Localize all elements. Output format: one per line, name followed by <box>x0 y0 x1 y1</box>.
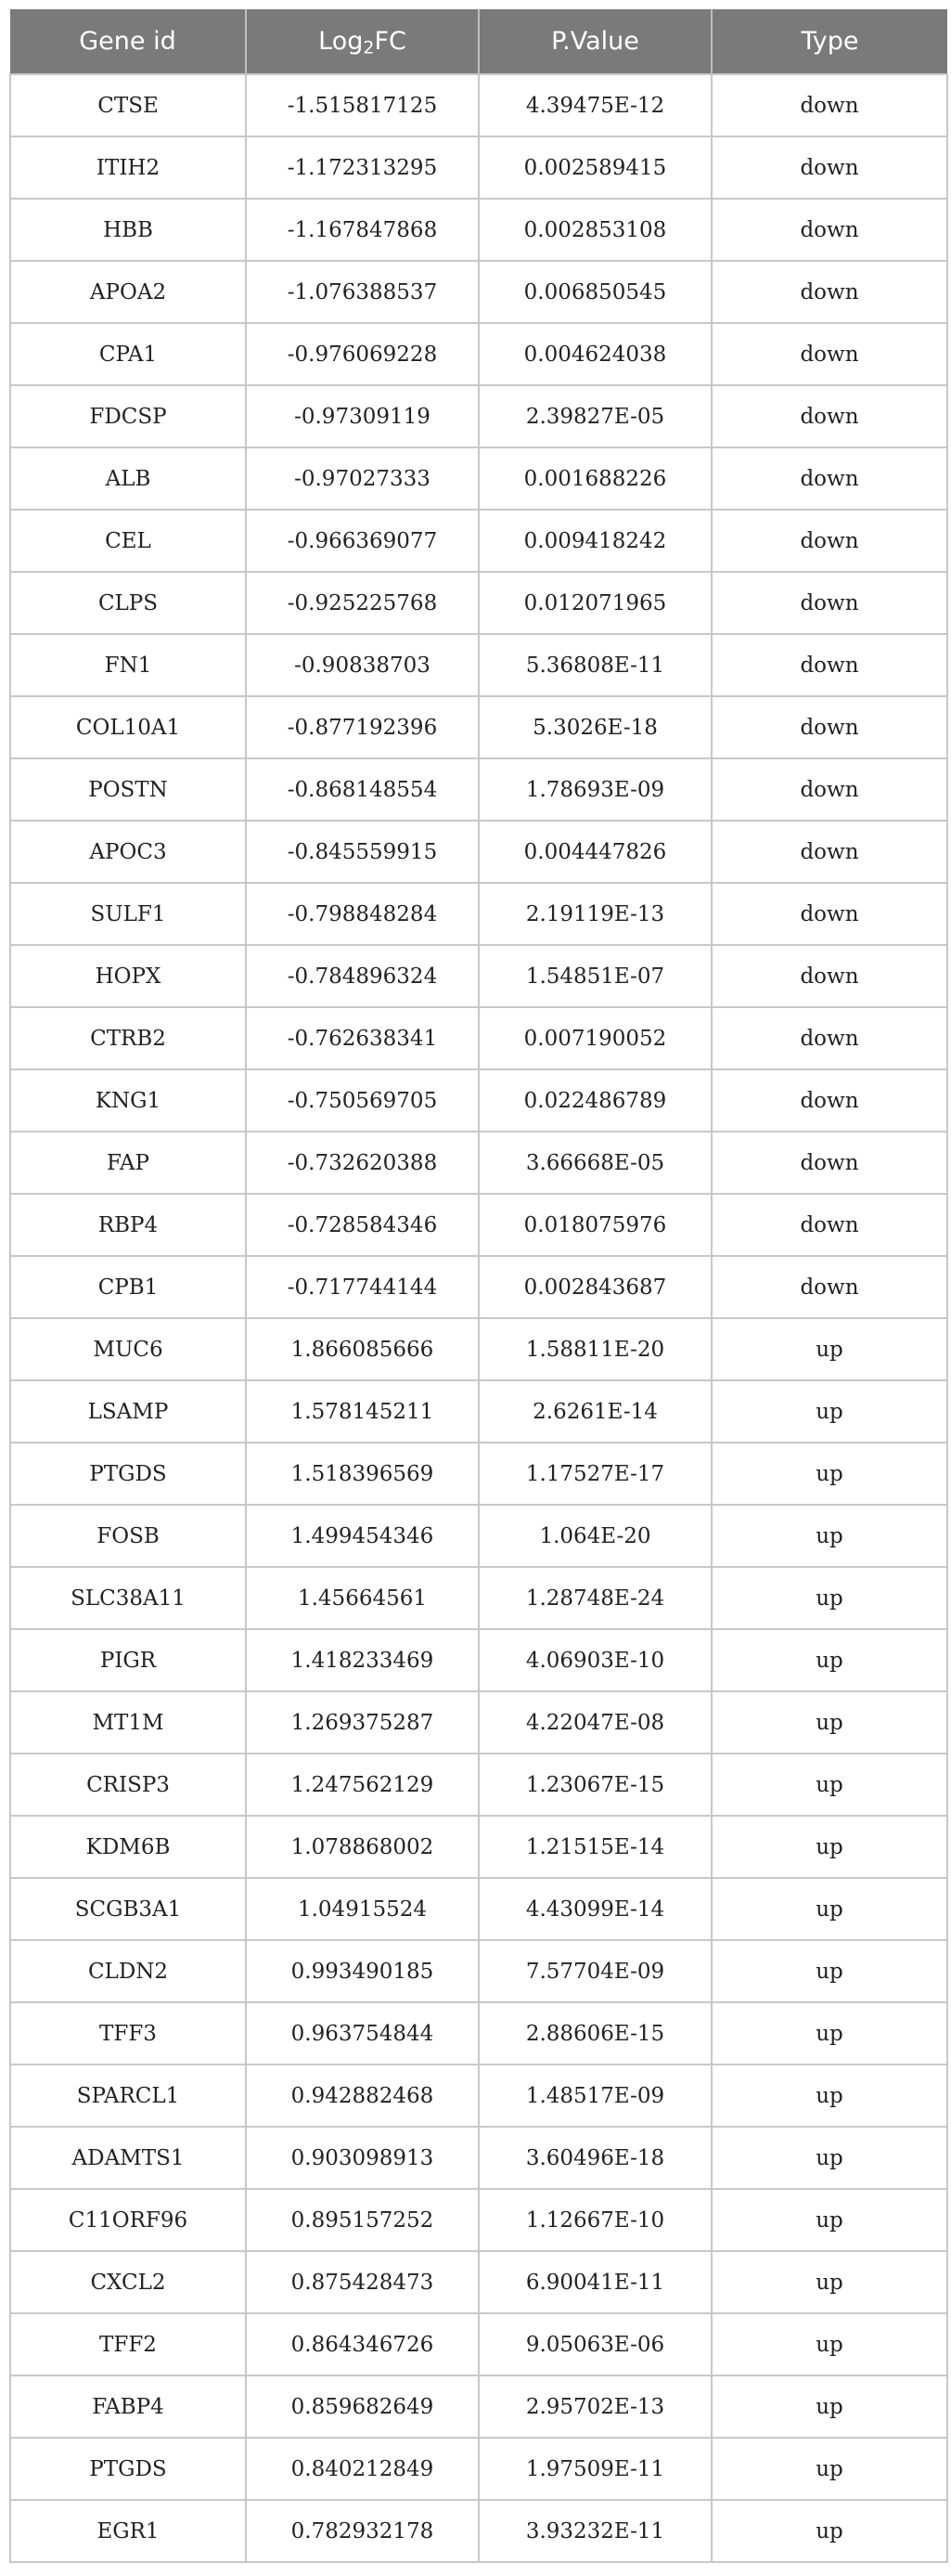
table-row <box>10 758 947 821</box>
cell-pvalue: 7.57704E-09 <box>479 1940 712 2002</box>
cell-log2fc: -1.515817125 <box>246 74 479 136</box>
table-row <box>10 2313 947 2375</box>
cell-gene-id: CTRB2 <box>10 1007 246 1069</box>
cell-gene-id: CPA1 <box>10 323 246 385</box>
cell-pvalue: 6.90041E-11 <box>479 2251 712 2313</box>
cell-log2fc: -1.167847868 <box>246 199 479 261</box>
cell-gene-id: CLPS <box>10 572 246 634</box>
cell-pvalue: 5.36808E-11 <box>479 634 712 696</box>
table-row <box>10 821 947 883</box>
cell-type: up <box>712 2500 947 2562</box>
cell-pvalue: 4.43099E-14 <box>479 1878 712 1940</box>
cell-gene-id: CXCL2 <box>10 2251 246 2313</box>
table-row <box>10 136 947 199</box>
cell-pvalue: 2.88606E-15 <box>479 2002 712 2065</box>
table-row <box>10 2065 947 2127</box>
cell-log2fc: -0.976069228 <box>246 323 479 385</box>
cell-type: down <box>712 136 947 199</box>
cell-gene-id: RBP4 <box>10 1194 246 1256</box>
table-row <box>10 1878 947 1940</box>
cell-type: down <box>712 1194 947 1256</box>
cell-pvalue: 0.018075976 <box>479 1194 712 1256</box>
cell-log2fc: 1.247562129 <box>246 1754 479 1816</box>
cell-pvalue: 1.23067E-15 <box>479 1754 712 1816</box>
cell-log2fc: 0.993490185 <box>246 1940 479 2002</box>
cell-log2fc: 0.859682649 <box>246 2375 479 2438</box>
table-row <box>10 323 947 385</box>
cell-gene-id: SPARCL1 <box>10 2065 246 2127</box>
cell-log2fc: 0.895157252 <box>246 2189 479 2251</box>
table-row <box>10 945 947 1007</box>
cell-pvalue: 1.58811E-20 <box>479 1318 712 1380</box>
cell-log2fc: -0.966369077 <box>246 510 479 572</box>
cell-type: down <box>712 572 947 634</box>
cell-type: down <box>712 821 947 883</box>
cell-pvalue: 0.007190052 <box>479 1007 712 1069</box>
cell-pvalue: 0.002843687 <box>479 1256 712 1318</box>
cell-log2fc: 1.866085666 <box>246 1318 479 1380</box>
cell-pvalue: 0.006850545 <box>479 261 712 323</box>
cell-type: down <box>712 199 947 261</box>
cell-type: up <box>712 2127 947 2189</box>
cell-pvalue: 3.60496E-18 <box>479 2127 712 2189</box>
cell-log2fc: -0.717744144 <box>246 1256 479 1318</box>
cell-gene-id: SULF1 <box>10 883 246 945</box>
cell-type: up <box>712 1567 947 1629</box>
cell-gene-id: PIGR <box>10 1629 246 1691</box>
cell-log2fc: 0.864346726 <box>246 2313 479 2375</box>
cell-log2fc: -0.868148554 <box>246 758 479 821</box>
table-body <box>10 74 947 2562</box>
table-row <box>10 1007 947 1069</box>
table-row <box>10 883 947 945</box>
cell-log2fc: -1.076388537 <box>246 261 479 323</box>
table-row <box>10 1318 947 1380</box>
cell-log2fc: -0.877192396 <box>246 696 479 758</box>
cell-type: down <box>712 1132 947 1194</box>
cell-type: up <box>712 2375 947 2438</box>
table-row <box>10 261 947 323</box>
cell-pvalue: 0.004624038 <box>479 323 712 385</box>
cell-pvalue: 4.39475E-12 <box>479 74 712 136</box>
cell-gene-id: APOC3 <box>10 821 246 883</box>
cell-pvalue: 1.17527E-17 <box>479 1443 712 1505</box>
cell-pvalue: 0.002853108 <box>479 199 712 261</box>
cell-gene-id: HOPX <box>10 945 246 1007</box>
cell-pvalue: 9.05063E-06 <box>479 2313 712 2375</box>
cell-gene-id: CTSE <box>10 74 246 136</box>
cell-pvalue: 0.001688226 <box>479 447 712 510</box>
cell-pvalue: 2.19119E-13 <box>479 883 712 945</box>
table-row <box>10 447 947 510</box>
cell-log2fc: -0.97027333 <box>246 447 479 510</box>
table-row <box>10 696 947 758</box>
cell-gene-id: ADAMTS1 <box>10 2127 246 2189</box>
table-row <box>10 74 947 136</box>
cell-type: down <box>712 385 947 447</box>
table-header <box>10 9 947 74</box>
table-row <box>10 1069 947 1132</box>
table-row <box>10 385 947 447</box>
table-row <box>10 634 947 696</box>
cell-type: down <box>712 510 947 572</box>
cell-gene-id: COL10A1 <box>10 696 246 758</box>
cell-pvalue: 1.78693E-09 <box>479 758 712 821</box>
cell-type: up <box>712 1443 947 1505</box>
cell-pvalue: 1.21515E-14 <box>479 1816 712 1878</box>
cell-pvalue: 4.06903E-10 <box>479 1629 712 1691</box>
header-row <box>10 9 947 74</box>
header-log2fc-base: Log <box>318 27 364 56</box>
cell-gene-id: ALB <box>10 447 246 510</box>
cell-log2fc: 1.04915524 <box>246 1878 479 1940</box>
header-gene-id: Gene id <box>10 9 246 74</box>
cell-gene-id: SCGB3A1 <box>10 1878 246 1940</box>
table-row <box>10 2189 947 2251</box>
cell-log2fc: -0.97309119 <box>246 385 479 447</box>
cell-type: down <box>712 1069 947 1132</box>
cell-gene-id: CPB1 <box>10 1256 246 1318</box>
cell-gene-id: MUC6 <box>10 1318 246 1380</box>
cell-gene-id: ITIH2 <box>10 136 246 199</box>
cell-gene-id: FN1 <box>10 634 246 696</box>
cell-gene-id: PTGDS <box>10 1443 246 1505</box>
cell-log2fc: 1.45664561 <box>246 1567 479 1629</box>
cell-pvalue: 0.022486789 <box>479 1069 712 1132</box>
cell-log2fc: 1.078868002 <box>246 1816 479 1878</box>
header-type: Type <box>712 9 947 74</box>
cell-log2fc: -0.732620388 <box>246 1132 479 1194</box>
cell-log2fc: -0.728584346 <box>246 1194 479 1256</box>
header-log2fc-tail: FC <box>374 27 406 56</box>
cell-type: down <box>712 758 947 821</box>
cell-type: up <box>712 1505 947 1567</box>
cell-log2fc: 0.903098913 <box>246 2127 479 2189</box>
table-row <box>10 1567 947 1629</box>
cell-log2fc: 0.942882468 <box>246 2065 479 2127</box>
cell-gene-id: C11ORF96 <box>10 2189 246 2251</box>
cell-type: down <box>712 323 947 385</box>
table-row <box>10 1443 947 1505</box>
cell-pvalue: 1.064E-20 <box>479 1505 712 1567</box>
cell-log2fc: 1.518396569 <box>246 1443 479 1505</box>
cell-pvalue: 1.12667E-10 <box>479 2189 712 2251</box>
cell-gene-id: EGR1 <box>10 2500 246 2562</box>
table-row <box>10 2375 947 2438</box>
cell-type: up <box>712 2438 947 2500</box>
cell-type: down <box>712 634 947 696</box>
cell-type: down <box>712 74 947 136</box>
cell-log2fc: 0.782932178 <box>246 2500 479 2562</box>
table-row <box>10 2251 947 2313</box>
cell-gene-id: HBB <box>10 199 246 261</box>
cell-type: up <box>712 1878 947 1940</box>
table-row <box>10 2500 947 2562</box>
cell-gene-id: TFF3 <box>10 2002 246 2065</box>
cell-gene-id: CRISP3 <box>10 1754 246 1816</box>
cell-log2fc: 1.418233469 <box>246 1629 479 1691</box>
cell-type: up <box>712 2251 947 2313</box>
cell-gene-id: APOA2 <box>10 261 246 323</box>
cell-type: up <box>712 2002 947 2065</box>
cell-gene-id: CEL <box>10 510 246 572</box>
cell-type: down <box>712 945 947 1007</box>
table-row <box>10 2002 947 2065</box>
cell-log2fc: 0.875428473 <box>246 2251 479 2313</box>
table-row <box>10 1816 947 1878</box>
cell-gene-id: FOSB <box>10 1505 246 1567</box>
table-row <box>10 1629 947 1691</box>
table-row <box>10 1194 947 1256</box>
cell-type: up <box>712 1318 947 1380</box>
table-row <box>10 1940 947 2002</box>
cell-gene-id: LSAMP <box>10 1380 246 1443</box>
cell-pvalue: 2.95702E-13 <box>479 2375 712 2438</box>
cell-gene-id: KDM6B <box>10 1816 246 1878</box>
cell-log2fc: 1.499454346 <box>246 1505 479 1567</box>
cell-log2fc: -0.798848284 <box>246 883 479 945</box>
cell-pvalue: 2.39827E-05 <box>479 385 712 447</box>
cell-type: up <box>712 1691 947 1754</box>
cell-gene-id: CLDN2 <box>10 1940 246 2002</box>
cell-type: up <box>712 2189 947 2251</box>
cell-gene-id: MT1M <box>10 1691 246 1754</box>
cell-type: up <box>712 1754 947 1816</box>
cell-pvalue: 0.002589415 <box>479 136 712 199</box>
cell-type: down <box>712 261 947 323</box>
table-row <box>10 1754 947 1816</box>
cell-gene-id: SLC38A11 <box>10 1567 246 1629</box>
cell-pvalue: 3.66668E-05 <box>479 1132 712 1194</box>
cell-gene-id: TFF2 <box>10 2313 246 2375</box>
cell-type: down <box>712 696 947 758</box>
cell-pvalue: 5.3026E-18 <box>479 696 712 758</box>
cell-type: up <box>712 1816 947 1878</box>
cell-pvalue: 1.28748E-24 <box>479 1567 712 1629</box>
cell-pvalue: 2.6261E-14 <box>479 1380 712 1443</box>
cell-type: up <box>712 2065 947 2127</box>
cell-type: up <box>712 1629 947 1691</box>
cell-type: up <box>712 1380 947 1443</box>
cell-gene-id: FABP4 <box>10 2375 246 2438</box>
cell-log2fc: -0.750569705 <box>246 1069 479 1132</box>
cell-pvalue: 4.22047E-08 <box>479 1691 712 1754</box>
table-row <box>10 199 947 261</box>
cell-log2fc: 0.963754844 <box>246 2002 479 2065</box>
cell-pvalue: 1.97509E-11 <box>479 2438 712 2500</box>
cell-gene-id: POSTN <box>10 758 246 821</box>
table-row <box>10 510 947 572</box>
cell-log2fc: 0.840212849 <box>246 2438 479 2500</box>
cell-pvalue: 0.009418242 <box>479 510 712 572</box>
cell-log2fc: -0.925225768 <box>246 572 479 634</box>
cell-log2fc: -0.90838703 <box>246 634 479 696</box>
header-log2fc <box>246 9 479 74</box>
cell-log2fc: -0.784896324 <box>246 945 479 1007</box>
cell-pvalue: 1.54851E-07 <box>479 945 712 1007</box>
cell-log2fc: 1.269375287 <box>246 1691 479 1754</box>
cell-log2fc: -0.762638341 <box>246 1007 479 1069</box>
cell-pvalue: 1.48517E-09 <box>479 2065 712 2127</box>
cell-log2fc: 1.578145211 <box>246 1380 479 1443</box>
table-row <box>10 1380 947 1443</box>
cell-gene-id: FDCSP <box>10 385 246 447</box>
table-row <box>10 1256 947 1318</box>
cell-type: down <box>712 1007 947 1069</box>
table-row <box>10 572 947 634</box>
cell-log2fc: -0.845559915 <box>246 821 479 883</box>
cell-gene-id: KNG1 <box>10 1069 246 1132</box>
table-row <box>10 2127 947 2189</box>
cell-gene-id: FAP <box>10 1132 246 1194</box>
cell-log2fc: -1.172313295 <box>246 136 479 199</box>
table-row <box>10 1691 947 1754</box>
cell-type: down <box>712 883 947 945</box>
cell-type: down <box>712 447 947 510</box>
table-row <box>10 1505 947 1567</box>
cell-type: up <box>712 2313 947 2375</box>
table-row <box>10 2438 947 2500</box>
cell-pvalue: 0.012071965 <box>479 572 712 634</box>
cell-pvalue: 0.004447826 <box>479 821 712 883</box>
header-log2fc-subscript: 2 <box>363 37 375 58</box>
header-pvalue: P.Value <box>479 9 712 74</box>
cell-type: down <box>712 1256 947 1318</box>
cell-pvalue: 3.93232E-11 <box>479 2500 712 2562</box>
cell-gene-id: PTGDS <box>10 2438 246 2500</box>
cell-type: up <box>712 1940 947 2002</box>
table-row <box>10 1132 947 1194</box>
gene-expression-table <box>9 9 948 2563</box>
